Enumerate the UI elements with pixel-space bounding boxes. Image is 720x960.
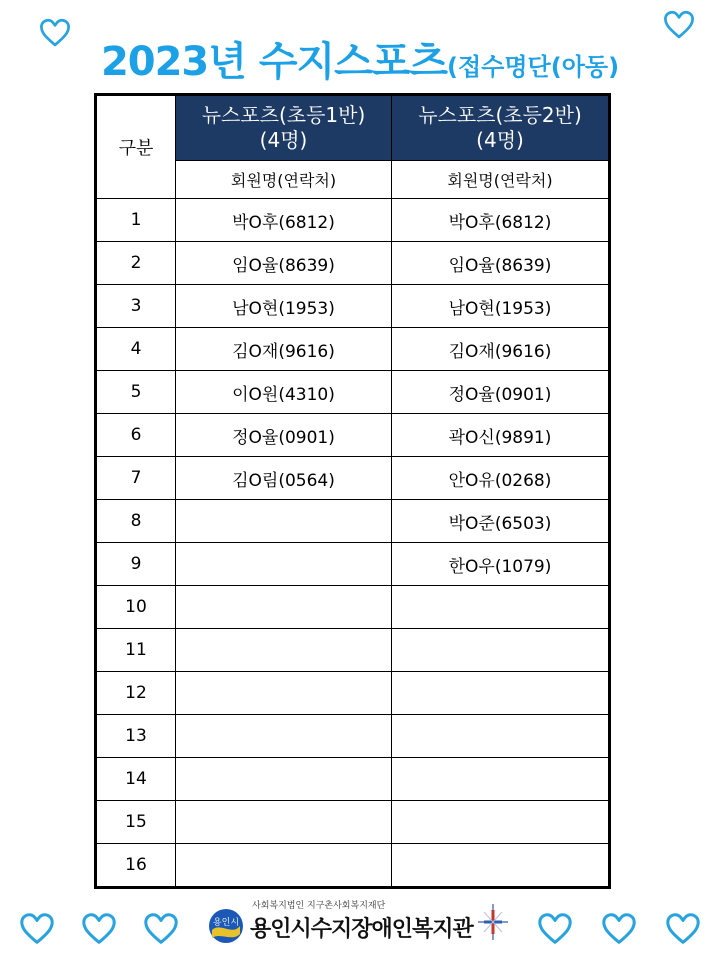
heart-icon — [664, 910, 702, 948]
heart-icon — [142, 910, 180, 948]
member-cell-class1 — [176, 500, 392, 543]
heart-icon — [18, 910, 56, 948]
row-number: 14 — [96, 758, 176, 801]
member-cell-class2 — [392, 844, 610, 888]
table-row — [96, 844, 610, 888]
row-number: 1 — [96, 199, 176, 242]
row-number: 16 — [96, 844, 176, 888]
member-cell-class2: 안O유(0268) — [392, 457, 610, 500]
row-number: 6 — [96, 414, 176, 457]
table-row — [96, 586, 610, 629]
heart-icon — [80, 910, 118, 948]
sparkle-icon — [476, 902, 510, 942]
page-title-main: 2023년 수지스포츠 — [100, 39, 448, 85]
header-gubun: 구분 — [96, 95, 176, 199]
member-cell-class2 — [392, 672, 610, 715]
member-cell-class1 — [176, 543, 392, 586]
table-row — [96, 414, 610, 457]
subheader-class1: 회원명(연락처) — [176, 161, 392, 199]
table-row — [96, 328, 610, 371]
member-cell-class2: 곽O신(9891) — [392, 414, 610, 457]
column-header-class1-count: (4명) — [259, 128, 308, 152]
table-row — [96, 758, 610, 801]
row-number: 11 — [96, 629, 176, 672]
member-cell-class2: 임O율(8639) — [392, 242, 610, 285]
member-cell-class1: 임O율(8639) — [176, 242, 392, 285]
member-cell-class1: 이O원(4310) — [176, 371, 392, 414]
column-header-class2-count: (4명) — [476, 128, 524, 152]
member-cell-class2 — [392, 629, 610, 672]
member-cell-class1 — [176, 758, 392, 801]
member-cell-class1: 김O재(9616) — [176, 328, 392, 371]
roster-table — [94, 93, 611, 889]
member-cell-class1 — [176, 629, 392, 672]
member-cell-class2: 남O현(1953) — [392, 285, 610, 328]
member-cell-class1 — [176, 715, 392, 758]
table-row — [96, 199, 610, 242]
column-header-class2-title: 뉴스포츠(초등2반) — [418, 103, 582, 127]
row-number: 8 — [96, 500, 176, 543]
member-cell-class1 — [176, 586, 392, 629]
member-cell-class2: 정O율(0901) — [392, 371, 610, 414]
row-number: 7 — [96, 457, 176, 500]
heart-icon — [600, 910, 638, 948]
member-cell-class2: 김O재(9616) — [392, 328, 610, 371]
row-number: 9 — [96, 543, 176, 586]
table-row — [96, 715, 610, 758]
column-header-class1 — [176, 95, 392, 161]
member-cell-class1: 박O후(6812) — [176, 199, 392, 242]
row-number: 15 — [96, 801, 176, 844]
page-title-sub: (접수명단(아동) — [447, 53, 620, 81]
member-cell-class1 — [176, 844, 392, 888]
row-number: 3 — [96, 285, 176, 328]
member-cell-class2 — [392, 586, 610, 629]
org-footer — [206, 892, 506, 948]
member-cell-class2 — [392, 801, 610, 844]
row-number: 2 — [96, 242, 176, 285]
member-cell-class2: 한O우(1079) — [392, 543, 610, 586]
page-title — [0, 30, 720, 87]
row-number: 10 — [96, 586, 176, 629]
subheader-class2: 회원명(연락처) — [392, 161, 610, 199]
row-number: 13 — [96, 715, 176, 758]
row-number: 5 — [96, 371, 176, 414]
table-row — [96, 543, 610, 586]
column-header-class1-title: 뉴스포츠(초등1반) — [201, 103, 366, 127]
table-row — [96, 500, 610, 543]
row-number: 4 — [96, 328, 176, 371]
column-header-class2 — [392, 95, 610, 161]
member-cell-class2: 박O준(6503) — [392, 500, 610, 543]
org-subtitle: 사회복지법인 지구촌사회복지재단 — [252, 901, 386, 911]
table-row — [96, 242, 610, 285]
table-row — [96, 457, 610, 500]
heart-icon — [536, 910, 574, 948]
org-name: 용인시수지장애인복지관 — [250, 917, 473, 942]
member-cell-class2 — [392, 758, 610, 801]
table-row — [96, 801, 610, 844]
roster-body — [96, 199, 610, 888]
member-cell-class1 — [176, 801, 392, 844]
org-logo-icon — [206, 906, 246, 946]
member-cell-class1: 김O림(0564) — [176, 457, 392, 500]
member-cell-class1: 남O현(1953) — [176, 285, 392, 328]
table-row — [96, 629, 610, 672]
member-cell-class1 — [176, 672, 392, 715]
member-cell-class2: 박O후(6812) — [392, 199, 610, 242]
row-number: 12 — [96, 672, 176, 715]
table-row — [96, 285, 610, 328]
org-logo-text: 용인시 — [212, 918, 240, 928]
member-cell-class1: 정O율(0901) — [176, 414, 392, 457]
member-cell-class2 — [392, 715, 610, 758]
table-row — [96, 672, 610, 715]
table-row — [96, 371, 610, 414]
